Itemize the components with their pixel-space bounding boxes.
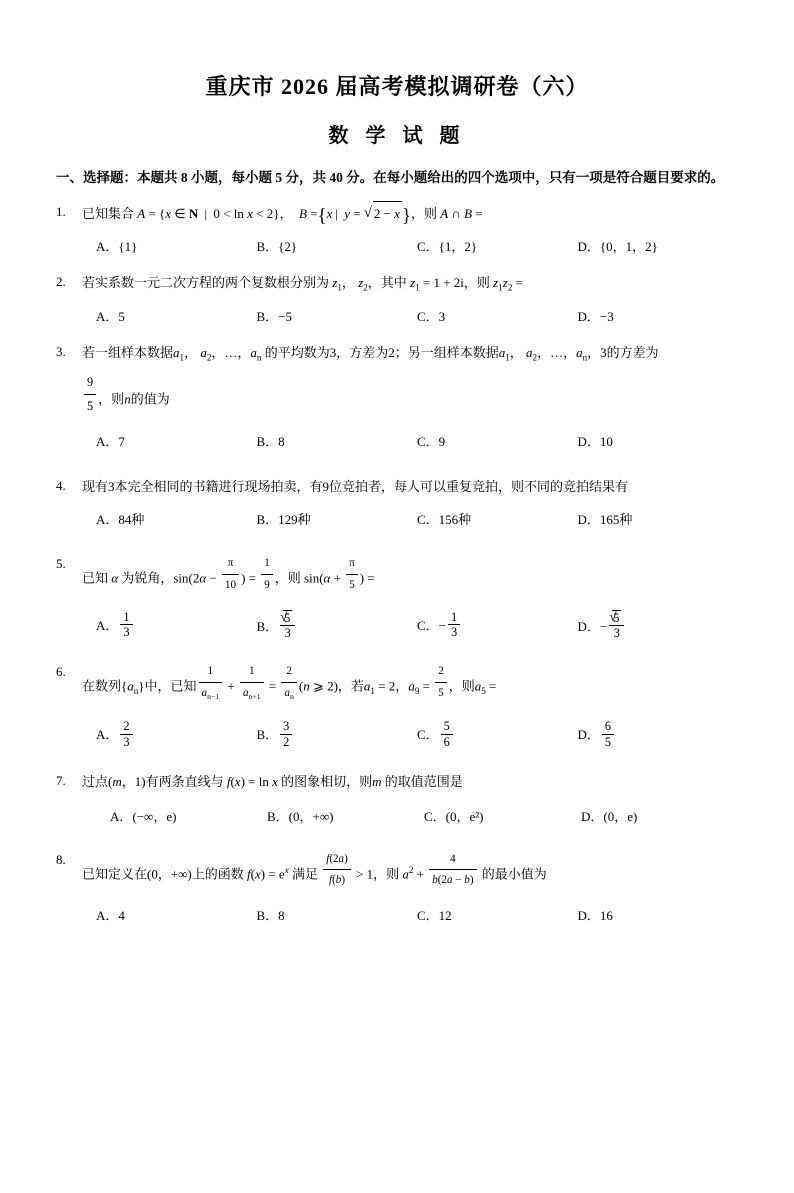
option-b[interactable]: B．(0，+∞) bbox=[267, 809, 334, 825]
option-b[interactable]: B． $\frac{3}{2}$ bbox=[257, 719, 418, 750]
option-d[interactable]: D．16 bbox=[577, 908, 613, 924]
options-list bbox=[96, 719, 738, 750]
question-stem: 若实系数一元二次方程的两个复数根分别为 $z_1$， $z_2$，其中 $z_1 = 1 + 2i$，则 $z_1z_2$ = bbox=[82, 275, 523, 293]
option-a[interactable]: A．5 bbox=[96, 308, 125, 324]
option-c[interactable]: C．(0，e²) bbox=[424, 809, 484, 825]
question-number: 4. bbox=[56, 477, 66, 493]
question-number: 6. bbox=[56, 664, 66, 680]
question-stem: 在数列$\{a_n\}$中，已知 $\frac{1}{a_{n-1}}$ + $\frac{1}{a_{n+1}}$ = $\frac{2}{a_n}$ (n ⩾ 2)，若$a_1 = 2$，$a_9$ = $\frac{2}{5}$ ，则$a_5$ = bbox=[82, 661, 738, 705]
options-list bbox=[96, 509, 738, 531]
question-1 bbox=[56, 201, 738, 258]
option-b[interactable]: B．129种 bbox=[256, 511, 311, 527]
question-stem: 已知 α 为锐角，sin(2α − $\frac{\pi}{10}$ ) = $\frac{1}{9}$ ，则 sin(α + $\frac{\pi}{5}$ ) = bbox=[82, 553, 738, 596]
option-b[interactable]: B．−5 bbox=[256, 308, 293, 324]
page-subtitle: 数 学 试 题 bbox=[328, 125, 466, 147]
options-list bbox=[96, 431, 738, 453]
question-6 bbox=[56, 661, 738, 750]
option-b[interactable]: B． √ $\frac{5}{3}$ bbox=[257, 610, 418, 642]
page-title: 重庆市 2026 届高考模拟调研卷（六） bbox=[205, 74, 589, 99]
question-number: 2. bbox=[56, 274, 66, 290]
option-d[interactable]: D．− √ $\frac{5}{3}$ bbox=[578, 610, 739, 642]
question-number: 8. bbox=[56, 851, 66, 867]
option-b[interactable]: B．8 bbox=[256, 908, 285, 924]
question-stem: 现有3本完全相同的书籍进行现场拍卖，有9位竞拍者，每人可以重复竞拍，则不同的竞拍结果有 bbox=[82, 478, 629, 494]
option-a[interactable]: A．{1} bbox=[96, 238, 138, 254]
options-list bbox=[96, 905, 738, 927]
option-a[interactable]: A． $\frac{1}{3}$ bbox=[96, 610, 257, 642]
option-b[interactable]: B．8 bbox=[256, 433, 285, 449]
question-5 bbox=[56, 553, 738, 642]
question-3 bbox=[56, 341, 738, 453]
option-c[interactable]: C．{1，2} bbox=[417, 238, 478, 254]
options-list bbox=[96, 306, 738, 328]
option-d[interactable]: D． $\frac{6}{5}$ bbox=[578, 719, 739, 750]
question-4 bbox=[56, 475, 738, 531]
question-stem: 若一组样本数据$a_1$， $a_2$，…，$a_n$ 的平均数为3，方差为2；另一组样本数据$a_1$， $a_2$，…，$a_n$，3的方差为 bbox=[82, 344, 659, 363]
question-7 bbox=[56, 770, 738, 829]
option-d[interactable]: D．10 bbox=[577, 433, 613, 449]
exam-paper-page bbox=[0, 70, 794, 1193]
options-list bbox=[96, 236, 738, 258]
question-number: 5. bbox=[56, 555, 66, 571]
question-stem: 已知集合 A = {x ∈ N | 0 < ln x < 2}， B ={x | y = √ 2 − x }，则 A ∩ B = bbox=[82, 201, 738, 227]
option-a[interactable]: A． $\frac{2}{3}$ bbox=[96, 719, 257, 750]
option-d[interactable]: D．{0，1，2} bbox=[577, 238, 658, 254]
options-list bbox=[96, 610, 738, 642]
question-stem: 过点(m，1)有两条直线与 f(x) = ln x 的图象相切，则m 的取值范围是 bbox=[82, 773, 463, 789]
option-c[interactable]: C．3 bbox=[417, 308, 446, 324]
question-number: 3. bbox=[56, 343, 66, 359]
question-number: 1. bbox=[56, 204, 66, 220]
option-c[interactable]: C．156种 bbox=[417, 511, 472, 527]
question-8 bbox=[56, 849, 738, 928]
question-number: 7. bbox=[56, 772, 66, 788]
question-2 bbox=[56, 271, 738, 328]
option-a[interactable]: A．7 bbox=[96, 433, 125, 449]
option-a[interactable]: A．4 bbox=[96, 908, 125, 924]
question-stem-line2: $\frac{9}{5}$ ，则n的值为 bbox=[82, 371, 738, 419]
question-stem: 已知定义在(0，+∞)上的函数 $f(x) = e^x$ 满足 $\frac{f(2a)}{f(b)}$ > 1，则 $a^2$ + $\frac{4}{b(2a - b)}$ 的最小值为 bbox=[82, 849, 738, 892]
option-d[interactable]: D．−3 bbox=[577, 308, 614, 324]
options-list bbox=[110, 806, 738, 828]
section-heading: 一、选择题：本题共 8 小题，每小题 5 分，共 40 分。在每小题给出的四个选项中，只有一项是符合题目要求的。 bbox=[56, 170, 725, 185]
option-a[interactable]: A．(−∞，e) bbox=[110, 809, 177, 825]
option-c[interactable]: C．9 bbox=[417, 433, 446, 449]
option-c[interactable]: C． $\frac{5}{6}$ bbox=[417, 719, 578, 750]
option-d[interactable]: D．165种 bbox=[577, 511, 633, 527]
option-a[interactable]: A．84种 bbox=[96, 511, 145, 527]
option-c[interactable]: C．12 bbox=[417, 908, 452, 924]
option-c[interactable]: C．− $\frac{1}{3}$ bbox=[417, 610, 578, 642]
option-b[interactable]: B．{2} bbox=[256, 238, 298, 254]
option-d[interactable]: D．(0，e) bbox=[581, 809, 638, 825]
